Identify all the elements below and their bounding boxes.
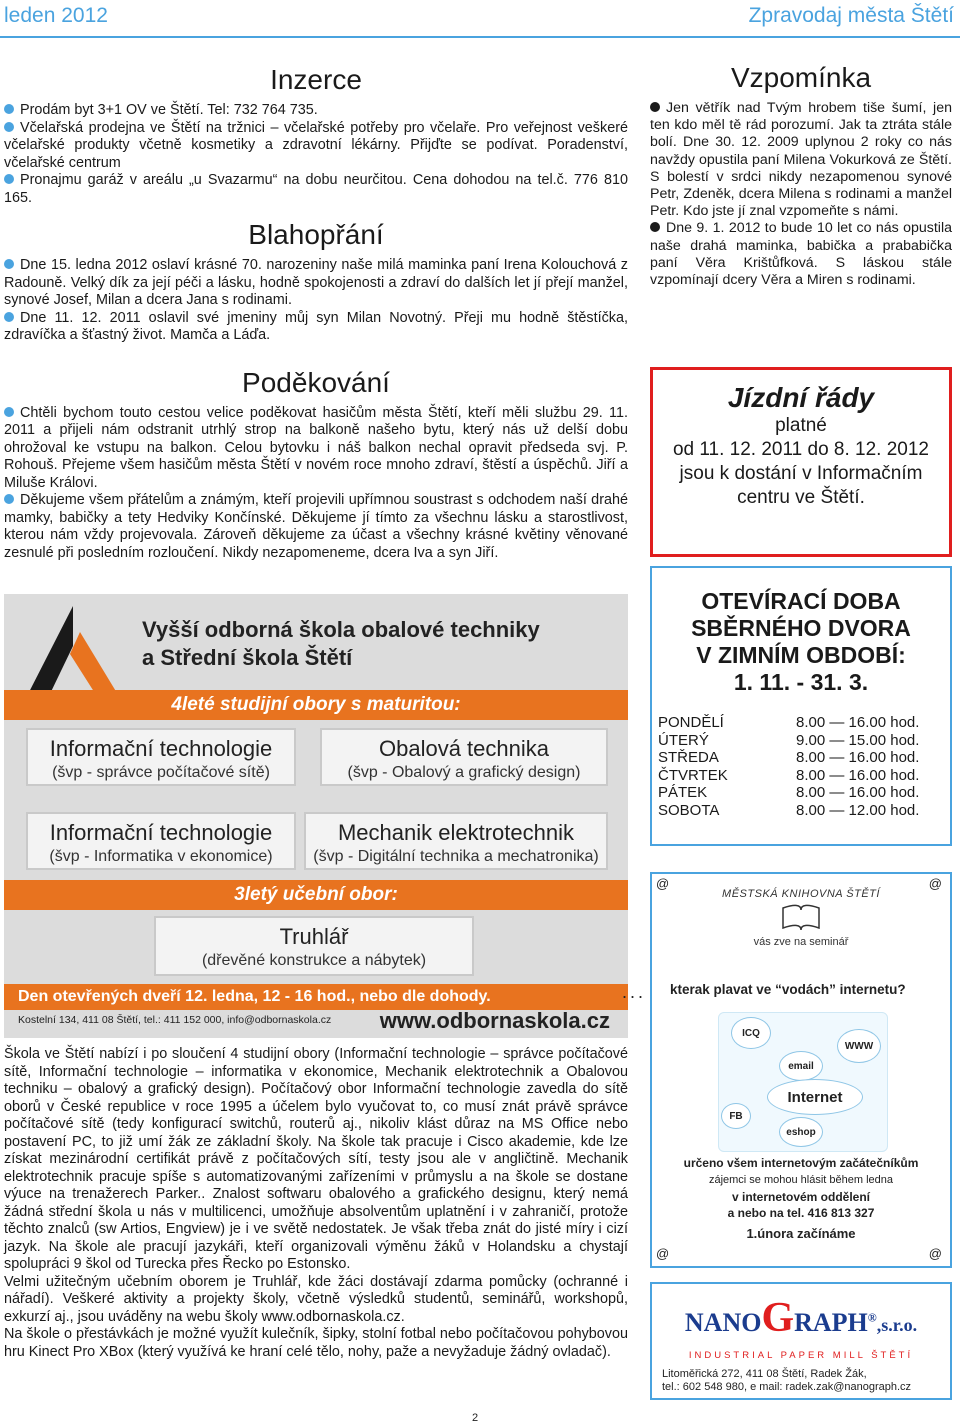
nanograph-logo: NANOGRAPH®,s.r.o. [684,1295,918,1341]
nanograph-tagline: INDUSTRIAL PAPER MILL ŠTĚTÍ [688,1350,914,1361]
seminar-invite: vás zve na seminář [753,936,849,948]
eshop-bubble: eshop [779,1117,823,1147]
blahoprani-item: Dne 15. ledna 2012 oslaví krásné 70. narozeniny naše milá maminka paní Irena Kolouchová z Radouně. Velký dík za její péči a lásku, hodně spokojenosti a zdraví do dalších let jí přejí manžel, synové Josef, Milan a dcera Jana s rodinami. [4,257,628,308]
inzerce-item: Prodám byt 3+1 OV ve Štětí. Tel: 732 764 735. [4,102,628,120]
blahoprani-title: Blahopřání [248,219,384,250]
continuation-dots: ... [622,982,647,1002]
bullet-icon [4,494,14,504]
left-column [4,50,628,562]
at-icon: @ [656,876,670,891]
open-day-strip: Den otevřených dveří 12. ledna, 12 - 16 hod., nebo dle dohody. [4,984,628,1010]
table-row: ČTVRTEK 8.00 — 16.00 hod. [658,766,920,784]
inzerce-item: Včelařská prodejna ve Štětí na tržnici – včelařské potřeby pro včelaře. Pro veřejnost veškeré včelařské produkty včetně kosmetiky a zdravotní lékárny. Přijďte se podívat. Poradenství, včelařské centrum [4,119,628,171]
seminar-line: v internetovém oddělení [731,1190,871,1204]
school-banner [4,594,628,1038]
timetable-line: od 11. 12. 2011 do 8. 12. 2012 [672,439,930,460]
email-bubble: email [779,1051,823,1081]
program-box: Obalová technika (švp - Obalový a grafický design) [320,728,608,786]
bullet-icon [4,104,14,114]
collection-yard-box [650,566,952,846]
seminar-start: 1.února začínáme [746,1226,856,1241]
program-box: Informační technologie (švp - správce počítačové sítě) [26,728,296,786]
vzpominka-title: Vzpomínka [730,62,872,93]
bullet-icon [4,122,14,132]
collection-yard-title: OTEVÍRACÍ DOBA SBĚRNÉHO DVORA V ZIMNÍM OBDOBÍ: 1. 11. - 31. 3. [691,588,911,695]
school-logo-icon [18,602,128,702]
bullet-icon [4,407,14,417]
vzpominka-text [650,100,952,289]
maturita-bar: 4leté studijní obory s maturitou: [4,690,628,720]
seminar-line: určeno všem internetovým začátečníkům [683,1156,919,1170]
opening-hours-table [656,714,946,820]
right-column [650,50,952,289]
podekovani-item: Děkujeme všem přátelům a známým, kteří projevili upřímnou soustrast s odchodem naší drahé mamky, babičky a tety Hedviky Končínské. Děkujeme jí tímto za všechnu lásku a starostlivost, kterou nám vždy projevovala. Zároveň děkujeme za účast a všechny krásné květiny věnované zesnulé při posledním rozloučení. Nikdy nezapomeneme, dcera Iva a syn Jiří. [4,492,628,561]
bullet-icon [650,222,660,232]
nanograph-ad [650,1282,952,1400]
library-name: MĚSTSKÁ KNIHOVNA ŠTĚTÍ [722,888,880,900]
vzpominka-item: Dne 9. 1. 2012 to bude 10 let co nás opustila naše drahá maminka, babička a prababička paní Věra Krištůfková. S láskou stále vzpomínají dcery Věra a Miren s rodinami. [650,220,952,289]
seminar-box [650,872,952,1268]
program-box: Informační technologie (švp - Informatika v ekonomice) [26,812,296,870]
timetable-line: jsou k dostání v Informačním [679,463,923,484]
timetable-box [650,367,952,557]
nanograph-address: Litoměřická 272, 411 08 Štětí, Radek Žák, tel.: 602 548 980, e mail: radek.zak@nanograph.cz [662,1368,912,1393]
ucebni-obor-bar: 3letý učební obor: [4,880,628,910]
program-box: Truhlář (dřevěné konstrukce a nábytek) [154,916,474,976]
school-article [4,1046,628,1361]
podekovani-item: Chtěli bychom touto cestou velice poděkovat hasičům města Štětí, kteří měli službu 29. 11. 2011 a přijeli nám odstranit utrhlý strop na balkoně našeho bytu, který nás už delší dobu ohrožoval ke vstupu na balkon. Celou bytovku i náš balkon nechal opravit předseda svj. P. Rohouš. Přejeme všem hasičům města Štětí v novém roce mnoho zdraví, štěstí a úspěchů. Jiří a Miluše Královi. [4,404,628,491]
at-icon: @ [928,1246,942,1261]
timetable-line: platné [775,415,827,436]
at-icon: @ [656,1246,670,1261]
bullet-icon [4,312,14,322]
school-title: Vyšší odborná škola obalové techniky a Střední škola Štětí [142,617,540,670]
bullet-icon [4,259,14,269]
timetable-title: Jízdní řády [727,382,875,413]
at-icon: @ [928,876,942,891]
blahoprani-item: Dne 11. 12. 2011 oslavil své jmeniny můj syn Milan Novotný. Přeji mu hodně štěstíčka, zdravíčka a šťastný život. Mamča a Láďa. [4,309,628,343]
table-row: PÁTEK 8.00 — 16.00 hod. [658,784,920,802]
article-paragraph: Velmi užitečným učebním oborem je Truhlář, kde žáci dostávají zdarma pomůcky (ochranné i nářadí). Veškeré aktivity a projekty školy, včetně výsledků studentů, seminářů, workshopů, exkurzí aj., jsou uváděny na webu školy www.odbornaskola.cz. [4,1273,628,1325]
www-bubble: WWW [837,1029,881,1063]
school-web: www.odbornaskola.cz [379,1008,610,1033]
inzerce-item: Pronajmu garáž v areálu „u Svazarmu“ na dobu neurčitou. Cena dohodou na tel.č. 776 810 165. [4,172,628,206]
podekovani-title: Poděkování [242,366,390,398]
bullet-icon [4,174,14,184]
table-row: SOBOTA 8.00 — 12.00 hod. [658,801,920,819]
timetable-line: centru ve Štětí. [737,487,865,508]
header-publication: Zpravodaj města Štětí [748,4,954,27]
icq-bubble: ICQ [731,1017,771,1049]
seminar-line: a nebo na tel. 416 813 327 [727,1206,875,1220]
bullet-icon [650,102,660,112]
table-row: ÚTERÝ 9.00 — 15.00 hod. [658,731,920,749]
book-icon [781,902,821,932]
internet-illustration [718,1012,888,1152]
header-divider [0,36,960,38]
school-contact: Kostelní 134, 411 08 Štětí, tel.: 411 152 000, info@odbornaskola.cz [18,1014,332,1026]
vzpominka-item: Jen větřík nad Tvým hrobem tiše šumí, jen ten kdo měl tě rád porozumí. Jak ta ztráta stále bolí. Dne 30. 12. 2009 uplynou 2 roky co nás navždy opustila paní Milena Vokurková ze Štětí. S bolestí v srdci nikdy nezapomenou synové Petr, Zdeněk, dcera Milena s rodinami a manžel Petr. Kdo jste jí znal vzpomeňte s námi. [650,100,952,220]
program-box: Mechanik elektrotechnik (švp - Digitální technika a mechatronika) [304,812,608,870]
seminar-question: kterak plavat ve “vodách” internetu? [670,982,906,997]
article-paragraph: Na škole o přestávkách je možné využít kulečník, šipky, stolní fotbal nebo počítačovou pohybovou hru Kinect Pro XBox (který využívá ke hraní celé tělo, nohy, paže a nevyžaduje žádný ovladač). [4,1326,628,1360]
page-header [0,0,960,36]
header-date: leden 2012 [4,4,108,27]
table-row: PONDĚLÍ 8.00 — 16.00 hod. [658,714,920,731]
inzerce-title: Inzerce [270,64,362,95]
fb-bubble: FB [721,1103,751,1129]
article-paragraph: Škola ve Štětí nabízí i po sloučení 4 studijní obory (Informační technologie – správce počítačové sítě, Informační technologie – informatika v ekonomice, Mechanik elektrotechnik a Obalovou techniku – obalový a grafický design). Počítačový obor Informační technologie zavedla do sítě oborů v České republice v roce 1995 a účelem bylo vyučovat to, co musí znát právě správce počítačové sítě (tedy konfigurací switchů, routerů aj., nikoliv klást důraz na MS Office nebo postavení PC, to již umí žák ze základní školy. Na škole tak pracuje i Cisco akademie, kde lze získat mezinárodní certifikát právě z počítačových sítí, testy jsou ale v angličtině. Mechanik elektrotechnik pracuje spíše s automatizovanými zařízeními v průmyslu a na škole se dostane výuce na trenažerech Parker.. Znalost softwaru obalového a grafického designu, který nemá žádná střední škola u nás v multilicenci, umožňuje absolventům uplatnění i v zahraničí, protože těchto znalců (sw Artios, Engview) je i ve světě nedostatek. Je však třeba znát do jisté míry i cizí jazyk. Na škole ale pracují jazykáři, kteří organizovali výměnu žáků v Holandsku a chystají spolupráci 9 škol od Turecka přes Řecko po Estonsko. [4,1046,628,1272]
page-number: 2 [472,1412,479,1424]
seminar-line: zájemci se mohou hlásit během ledna [708,1174,894,1186]
internet-bubble: Internet [767,1079,863,1115]
table-row: STŘEDA 8.00 — 16.00 hod. [658,749,920,767]
